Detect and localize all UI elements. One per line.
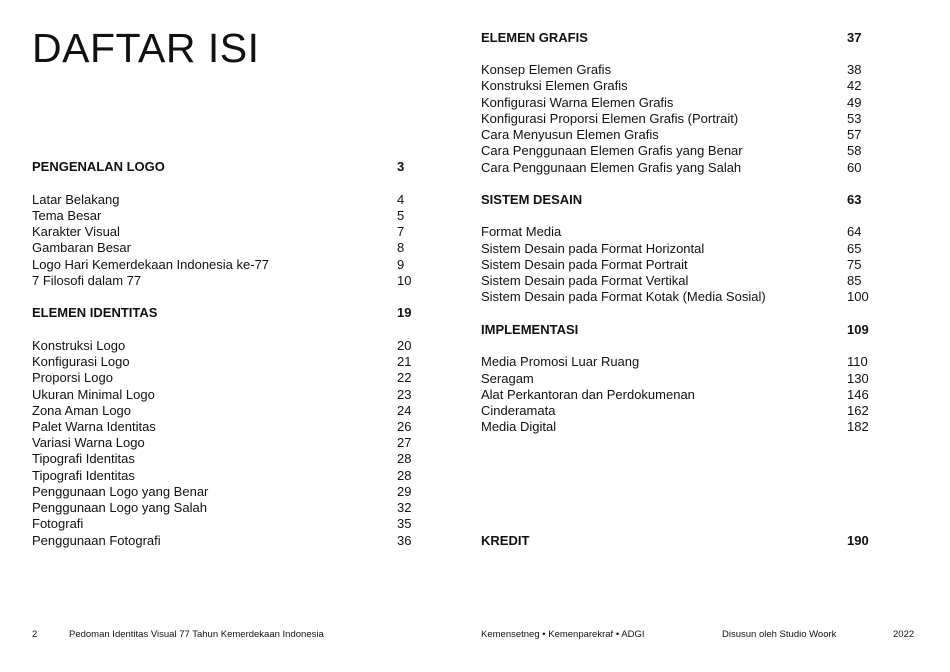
toc-entry-label: ELEMEN IDENTITAS bbox=[32, 305, 158, 320]
toc-entry-page-number: 57 bbox=[847, 127, 862, 142]
toc-entry-label: 7 Filosofi dalam 77 bbox=[32, 273, 142, 288]
toc-entry-label: Variasi Warna Logo bbox=[32, 435, 145, 450]
toc-entry-page-number: 65 bbox=[847, 241, 862, 256]
toc-entry-label: Alat Perkantoran dan Perdokumenan bbox=[481, 387, 695, 402]
toc-entry-label: Cinderamata bbox=[481, 403, 556, 418]
toc-entry-page-number: 10 bbox=[397, 273, 412, 288]
toc-entry-label: Media Digital bbox=[481, 419, 557, 434]
toc-entry-label: Penggunaan Logo yang Benar bbox=[32, 484, 209, 499]
toc-entry-label: Cara Penggunaan Elemen Grafis yang Benar bbox=[481, 143, 743, 158]
toc-entry-page-number: 53 bbox=[847, 111, 862, 126]
toc-entry-label: Media Promosi Luar Ruang bbox=[481, 354, 640, 369]
toc-entry-page-number: 109 bbox=[847, 322, 869, 337]
footer-year: 2022 bbox=[893, 629, 915, 640]
toc-entry-label: Logo Hari Kemerdekaan Indonesia ke-77 bbox=[32, 257, 270, 272]
toc-entry-page-number: 19 bbox=[397, 305, 412, 320]
toc-entry-label: Tipografi Identitas bbox=[32, 468, 135, 483]
toc-entry-page-number: 27 bbox=[397, 435, 412, 450]
toc-entry-page-number: 146 bbox=[847, 387, 869, 402]
toc-entry-page-number: 75 bbox=[847, 257, 862, 272]
toc-entry-label: KREDIT bbox=[481, 533, 530, 548]
toc-entry-label: Konsep Elemen Grafis bbox=[481, 62, 612, 77]
toc-entry-page-number: 190 bbox=[847, 533, 869, 548]
toc-entry-label: Konstruksi Logo bbox=[32, 338, 126, 353]
toc-entry-label: Proporsi Logo bbox=[32, 370, 113, 385]
toc-entry-page-number: 42 bbox=[847, 78, 862, 93]
toc-entry-label: Konfigurasi Proporsi Elemen Grafis (Portrait) bbox=[481, 111, 739, 126]
toc-entry-label: Tema Besar bbox=[32, 208, 102, 223]
footer-page-number: 2 bbox=[32, 629, 38, 640]
toc-entry-label: Sistem Desain pada Format Horizontal bbox=[481, 241, 705, 256]
toc-entry-page-number: 35 bbox=[397, 516, 412, 531]
toc-entry-label: Karakter Visual bbox=[32, 224, 120, 239]
toc-entry-label: Latar Belakang bbox=[32, 192, 120, 207]
toc-entry-label: Seragam bbox=[481, 371, 534, 386]
page-title: DAFTAR ISI bbox=[32, 25, 260, 71]
toc-entry-label: Sistem Desain pada Format Vertikal bbox=[481, 273, 689, 288]
toc-entry-label: Sistem Desain pada Format Portrait bbox=[481, 257, 688, 272]
toc-entry-page-number: 63 bbox=[847, 192, 862, 207]
toc-entry-page-number: 9 bbox=[397, 257, 405, 272]
toc-entry-label: Cara Menyusun Elemen Grafis bbox=[481, 127, 659, 142]
toc-entry-label: Konfigurasi Warna Elemen Grafis bbox=[481, 95, 674, 110]
toc-entry-label: Palet Warna Identitas bbox=[32, 419, 156, 434]
toc-entry-page-number: 60 bbox=[847, 160, 862, 175]
toc-entry-label: Gambaran Besar bbox=[32, 240, 131, 255]
toc-entry-page-number: 58 bbox=[847, 143, 862, 158]
toc-entry-label: Penggunaan Logo yang Salah bbox=[32, 500, 207, 515]
toc-entry-label: PENGENALAN LOGO bbox=[32, 159, 165, 174]
toc-entry-page-number: 3 bbox=[397, 159, 405, 174]
toc-entry-label: Konfigurasi Logo bbox=[32, 354, 130, 369]
footer-organizations: Kemensetneg • Kemenparekraf • ADGI bbox=[481, 629, 645, 640]
toc-entry-page-number: 32 bbox=[397, 500, 412, 515]
toc-entry-label: Fotografi bbox=[32, 516, 84, 531]
toc-entry-page-number: 22 bbox=[397, 370, 412, 385]
toc-entry-page-number: 162 bbox=[847, 403, 869, 418]
toc-entry-page-number: 8 bbox=[397, 240, 405, 255]
footer-credit: Disusun oleh Studio Woork bbox=[722, 629, 837, 640]
toc-entry-page-number: 28 bbox=[397, 451, 412, 466]
toc-entry-page-number: 24 bbox=[397, 403, 412, 418]
toc-entry-label: Zona Aman Logo bbox=[32, 403, 132, 418]
toc-entry-label: IMPLEMENTASI bbox=[481, 322, 579, 337]
toc-entry-page-number: 28 bbox=[397, 468, 412, 483]
toc-entry-label: Penggunaan Fotografi bbox=[32, 533, 161, 548]
toc-entry-page-number: 20 bbox=[397, 338, 412, 353]
toc-entry-label: Ukuran Minimal Logo bbox=[32, 387, 155, 402]
toc-entry-page-number: 130 bbox=[847, 371, 869, 386]
toc-entry-page-number: 38 bbox=[847, 62, 862, 77]
toc-entry-page-number: 5 bbox=[397, 208, 405, 223]
toc-entry-page-number: 26 bbox=[397, 419, 412, 434]
footer-document-title: Pedoman Identitas Visual 77 Tahun Kemerdekaan Indonesia bbox=[69, 629, 324, 640]
toc-entry-page-number: 49 bbox=[847, 95, 862, 110]
toc-right-column bbox=[481, 0, 901, 560]
toc-entry-page-number: 110 bbox=[847, 354, 868, 369]
toc-entry-label: Format Media bbox=[481, 224, 562, 239]
toc-left-column bbox=[32, 0, 432, 560]
toc-entry-page-number: 37 bbox=[847, 30, 862, 45]
toc-entry-label: Konstruksi Elemen Grafis bbox=[481, 78, 628, 93]
toc-entry-label: Cara Penggunaan Elemen Grafis yang Salah bbox=[481, 160, 742, 175]
toc-entry-page-number: 85 bbox=[847, 273, 862, 288]
toc-entry-page-number: 100 bbox=[847, 289, 869, 304]
toc-entry-label: Tipografi Identitas bbox=[32, 451, 135, 466]
toc-entry-page-number: 21 bbox=[397, 354, 412, 369]
toc-entry-label: Sistem Desain pada Format Kotak (Media Sosial) bbox=[481, 289, 766, 304]
toc-entry-page-number: 36 bbox=[397, 533, 412, 548]
toc-entry-page-number: 23 bbox=[397, 387, 412, 402]
toc-entry-page-number: 182 bbox=[847, 419, 869, 434]
toc-entry-page-number: 7 bbox=[397, 224, 405, 239]
toc-entry-page-number: 64 bbox=[847, 224, 862, 239]
toc-entry-page-number: 4 bbox=[397, 192, 405, 207]
toc-entry-label: ELEMEN GRAFIS bbox=[481, 30, 588, 45]
toc-entry-page-number: 29 bbox=[397, 484, 412, 499]
toc-entry-label: SISTEM DESAIN bbox=[481, 192, 583, 207]
